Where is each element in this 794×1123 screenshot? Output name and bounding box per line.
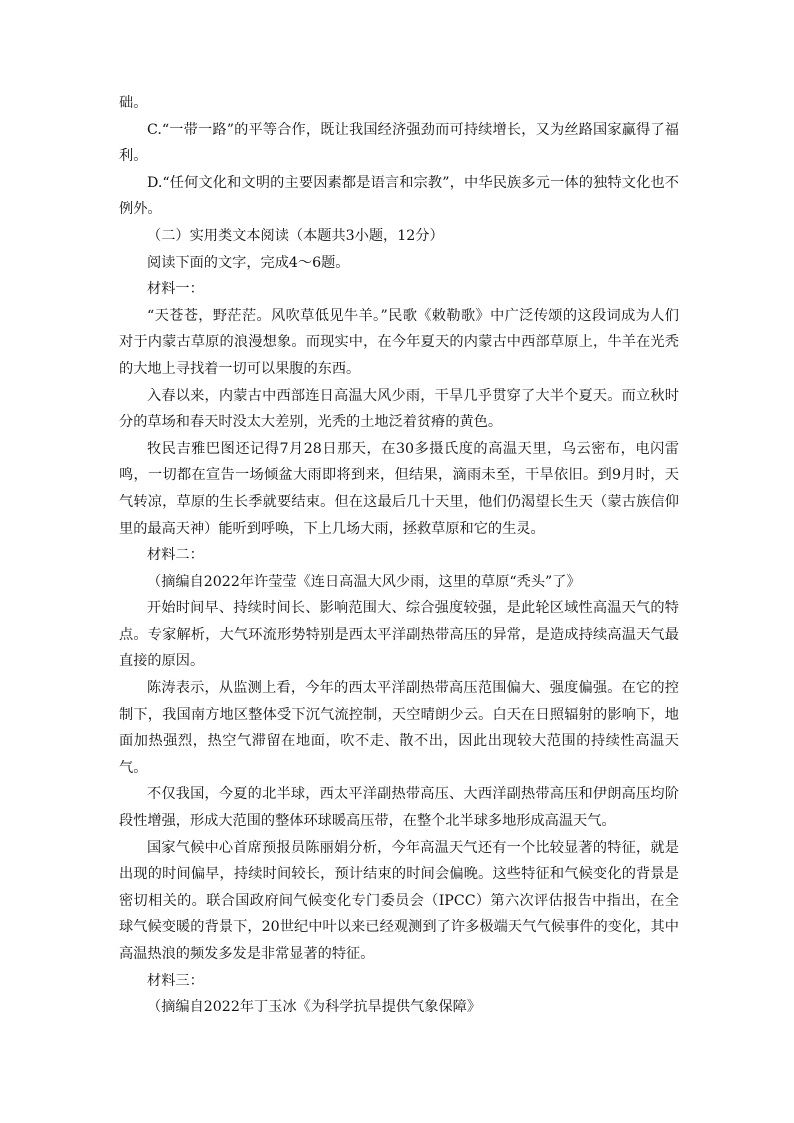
material-two-label: 材料二： bbox=[147, 547, 204, 564]
material-two-paragraph: 国家气候中心首席预报员陈丽娟分析，今年高温天气还有一个比较显著的特征，就是出现的时间偏早，持续时间较长，预计结束的时间会偏晚。这些特征和气候变化的背景是密切相关的。联合国政府间气候变化专门委员会（IPCC）第六次评估报告中指出，在全球气候变暖的背景下，20世纪中叶以来已经观测到了许多极端天气气候事件的变化，其中高温热浪的频发多发是非常显著的特征。 bbox=[119, 839, 679, 962]
material-one-paragraph: 牧民吉雅巴图还记得7月28日那天，在30多摄氏度的高温天里，乌云密布，电闪雷鸣，一切都在宣告一场倾盆大雨即将到来，但结果，滴雨未至，干旱依旧。到9月时，天气转凉，草原的生长季就要结束。但在这最后几十天里，他们仍渴望长生天（蒙古族信仰里的最高天神）能听到呼唤，下上几场大雨，拯救草原和它的生灵。 bbox=[119, 440, 679, 537]
material-two-paragraph: 陈涛表示，从监测上看，今年的西太平洋副热带高压范围偏大、强度偏强。在它的控制下，我国南方地区整体受下沉气流控制，天空晴朗少云。白天在日照辐射的影响下，地面加热强烈，热空气滞留在地面，吹不走、散不出，因此出现较大范围的持续性高温天气。 bbox=[119, 680, 679, 776]
material-one-paragraph: “天苍苍，野茫茫。风吹草低见牛羊。”民歌《敕勒歌》中广泛传颂的这段词成为人们对于内蒙古草原的浪漫想象。而现实中，在今年夏天的内蒙古中西部草原上，牛羊在光秃的大地上寻找着一切可以果腹的东西。 bbox=[119, 307, 679, 377]
reading-instruction: 阅读下面的文字，完成4～6题。 bbox=[147, 254, 350, 271]
material-two-source: （摘编自2022年丁玉冰《为科学抗旱提供气象保障》 bbox=[147, 999, 482, 1016]
material-one-source: （摘编自2022年许莹莹《连日高温大风少雨，这里的草原“秃头”了》 bbox=[147, 573, 581, 590]
material-two-paragraph: 开始时间早、持续时间长、影响范围大、综合强度较强，是此轮区域性高温天气的特点。专家解析，大气环流形势特别是西太平洋副热带高压的异常，是造成持续高温天气最直接的原因。 bbox=[119, 600, 679, 670]
paragraph-continuation: 础。 bbox=[119, 95, 148, 111]
material-two-paragraph: 不仅我国，今夏的北半球，西太平洋副热带高压、大西洋副热带高压和伊朗高压均阶段性增强，形成大范围的整体环球暖高压带，在整个北半球多地形成高温天气。 bbox=[119, 786, 679, 830]
option-d: D.“任何文化和文明的主要因素都是语言和宗教”，中华民族多元一体的独特文化也不例外。 bbox=[119, 174, 679, 218]
material-one-paragraph: 入春以来，内蒙古中西部连日高温大风少雨，干旱几乎贯穿了大半个夏天。而立秋时分的草场和春天时没太大差别，光秃的土地泛着贫瘠的黄色。 bbox=[119, 387, 679, 431]
document-body bbox=[119, 90, 679, 1021]
section-heading: （二）实用类文本阅读（本题共3小题，12分） bbox=[147, 227, 444, 244]
material-one-label: 材料一： bbox=[147, 281, 204, 298]
option-c: C.“一带一路”的平等合作，既让我国经济强劲而可持续增长，又为丝路国家赢得了福利。 bbox=[119, 121, 679, 165]
material-three-label: 材料三： bbox=[147, 972, 204, 989]
